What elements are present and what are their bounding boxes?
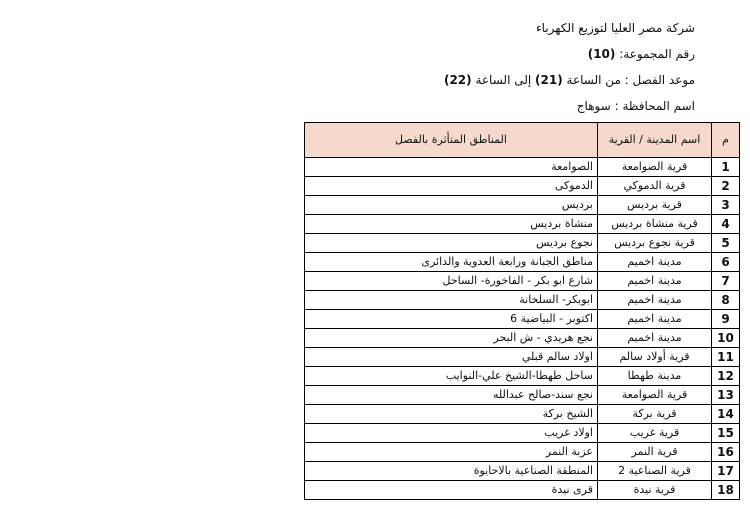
row-city: قرية غريب <box>598 424 712 443</box>
row-number: 11 <box>712 348 740 367</box>
row-area: شارع ابو بكر - الفاخورة- الساحل <box>305 272 598 291</box>
row-number: 16 <box>712 443 740 462</box>
group-number <box>588 47 695 61</box>
row-area: اولاد سالم قبلي <box>305 348 598 367</box>
table-row <box>305 234 740 253</box>
row-number: 3 <box>712 196 740 215</box>
row-number: 7 <box>712 272 740 291</box>
row-number: 2 <box>712 177 740 196</box>
row-city: مدينة اخميم <box>598 310 712 329</box>
row-city: قرية الدموكي <box>598 177 712 196</box>
row-area: الدموكى <box>305 177 598 196</box>
row-area: ساحل طهطا-الشيخ علي-النوايب <box>305 367 598 386</box>
row-number: 17 <box>712 462 740 481</box>
table-row <box>305 443 740 462</box>
row-area: الشيخ بركة <box>305 405 598 424</box>
row-number: 18 <box>712 481 740 500</box>
row-area: منشاة برديس <box>305 215 598 234</box>
table-row <box>305 348 740 367</box>
time-mid: إلى الساعة <box>475 73 532 87</box>
table-row <box>305 367 740 386</box>
company-name: شركة مصر العليا لتوزيع الكهرباء <box>536 21 695 35</box>
row-area: نجع هريدي - ش البحر <box>305 329 598 348</box>
row-number: 4 <box>712 215 740 234</box>
row-area: برديس <box>305 196 598 215</box>
row-area: نجوع برديس <box>305 234 598 253</box>
table-row <box>305 158 740 177</box>
row-number: 13 <box>712 386 740 405</box>
row-area: المنطقة الصناعية بالاحايوة <box>305 462 598 481</box>
row-number: 5 <box>712 234 740 253</box>
table-row <box>305 310 740 329</box>
row-area: نجع سند-صالح عبدالله <box>305 386 598 405</box>
governorate-name: اسم المحافظة : سوهاج <box>576 99 695 113</box>
row-area: قرى نيدة <box>305 481 598 500</box>
row-city: مدينة طهطا <box>598 367 712 386</box>
row-city: مدينة اخميم <box>598 329 712 348</box>
row-city: مدينة اخميم <box>598 291 712 310</box>
row-number: 1 <box>712 158 740 177</box>
row-number: 8 <box>712 291 740 310</box>
row-number: 10 <box>712 329 740 348</box>
table-row <box>305 215 740 234</box>
table-row <box>305 291 740 310</box>
row-city: قرية بركة <box>598 405 712 424</box>
header-areas: المناطق المتأثرة بالفصل <box>305 123 598 158</box>
group-value: (10) <box>587 47 616 61</box>
time-to: (22) <box>443 73 472 87</box>
row-city: قرية منشاة برديس <box>598 215 712 234</box>
row-number: 6 <box>712 253 740 272</box>
table-row <box>305 481 740 500</box>
row-city: مدينة اخميم <box>598 272 712 291</box>
row-city: قرية الصوامعة <box>598 158 712 177</box>
table-row <box>305 405 740 424</box>
header-city: اسم المدينة / القرية <box>598 123 712 158</box>
group-label: رقم المجموعة: <box>619 47 695 61</box>
table-row <box>305 253 740 272</box>
header-number: م <box>712 123 740 158</box>
row-city: مدينة اخميم <box>598 253 712 272</box>
table-row <box>305 177 740 196</box>
row-city: قرية برديس <box>598 196 712 215</box>
affected-areas-table <box>304 122 740 500</box>
row-area: مناطق الجبانة ورابعة العدوية والدائرى <box>305 253 598 272</box>
table-row <box>305 462 740 481</box>
row-city: قرية نجوع برديس <box>598 234 712 253</box>
row-city: قرية نيدة <box>598 481 712 500</box>
cutoff-time <box>444 73 695 87</box>
time-from: (21) <box>535 73 563 87</box>
table-row <box>305 424 740 443</box>
row-area: عزبة النمر <box>305 443 598 462</box>
row-area: اكتوبر - البياضية 6 <box>305 310 598 329</box>
table-header-row <box>305 123 740 158</box>
table-row <box>305 386 740 405</box>
table-row <box>305 329 740 348</box>
row-city: قرية النمر <box>598 443 712 462</box>
row-city: قرية الصناعية 2 <box>598 462 712 481</box>
row-area: الصوامعة <box>305 158 598 177</box>
row-number: 9 <box>712 310 740 329</box>
row-area: ابوبكر- السلخانة <box>305 291 598 310</box>
time-prefix: موعد الفصل : من الساعة <box>566 73 695 87</box>
row-number: 12 <box>712 367 740 386</box>
row-number: 15 <box>712 424 740 443</box>
table-row <box>305 196 740 215</box>
table-row <box>305 272 740 291</box>
row-city: قرية أولاد سالم <box>598 348 712 367</box>
row-number: 14 <box>712 405 740 424</box>
row-city: قرية الصوامعة <box>598 386 712 405</box>
row-area: اولاد غريب <box>305 424 598 443</box>
